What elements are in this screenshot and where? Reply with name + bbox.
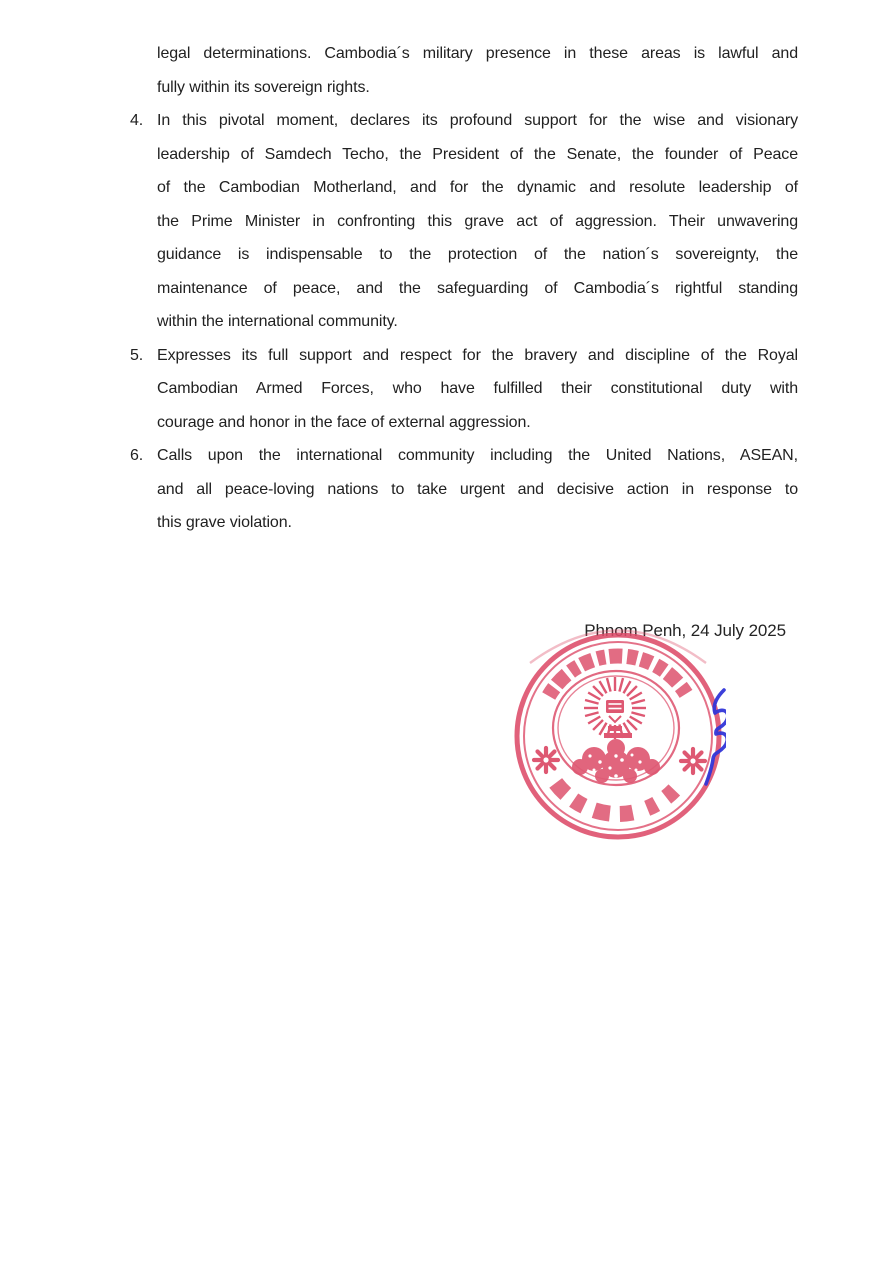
paragraph-line: Calls upon the international community including the United Nations, ASEAN, xyxy=(157,447,798,464)
stamp-badge-chevron xyxy=(609,716,621,722)
stamp-pedestal xyxy=(608,726,622,731)
list-item-number: 5. xyxy=(130,346,144,364)
paragraph-line: within the international community. xyxy=(157,313,398,330)
list-item-4 xyxy=(130,104,798,339)
signature-stroke xyxy=(706,690,726,784)
list-item-number: 4. xyxy=(130,112,144,129)
stamp-center-badge xyxy=(606,700,624,713)
paragraph-line: and all peace-loving nations to take urgent and decisive action in response to xyxy=(157,480,798,498)
paragraph-line: fully within its sovereign rights. xyxy=(157,78,370,96)
paragraph-line: courage and honor in the face of external aggression. xyxy=(157,413,531,431)
stamp-rosette-left-center xyxy=(543,757,548,762)
stamp-seal-graphic xyxy=(510,628,726,844)
paragraph-line: In this pivotal moment, declares its profound support for the wise and visionary xyxy=(157,112,798,129)
stamp-rosette-right-center xyxy=(690,758,695,763)
paragraph-continuation xyxy=(130,37,798,104)
stamp-pedestal-base xyxy=(604,733,632,738)
official-stamp xyxy=(510,628,726,844)
paragraph-line: the Prime Minister in confronting this grave act of aggression. Their unwavering xyxy=(157,212,798,230)
document-body xyxy=(130,37,798,540)
list-item-5 xyxy=(130,339,798,440)
list-item-6 xyxy=(130,439,798,540)
paragraph-line: guidance is indispensable to the protection of the nation´s sovereignty, the xyxy=(157,246,798,263)
list-item-number: 6. xyxy=(130,447,144,464)
paragraph-line: leadership of Samdech Techo, the President of the Senate, the founder of Peace xyxy=(157,145,798,163)
paragraph-line: maintenance of peace, and the safeguarding of Cambodia´s rightful standing xyxy=(157,279,798,297)
paragraph-line: this grave violation. xyxy=(157,514,292,531)
dateline: Phnom Penh, 24 July 2025 xyxy=(584,621,786,640)
paragraph-line: Cambodian Armed Forces, who have fulfilled their constitutional duty with xyxy=(157,380,798,397)
paragraph-line: of the Cambodian Motherland, and for the dynamic and resolute leadership of xyxy=(157,179,798,196)
paragraph-line: Expresses its full support and respect for the bravery and discipline of the Royal xyxy=(157,346,798,364)
paragraph-line: legal determinations. Cambodia´s military presence in these areas is lawful and xyxy=(157,45,798,62)
stamp-bottom-arc-text xyxy=(556,783,681,814)
